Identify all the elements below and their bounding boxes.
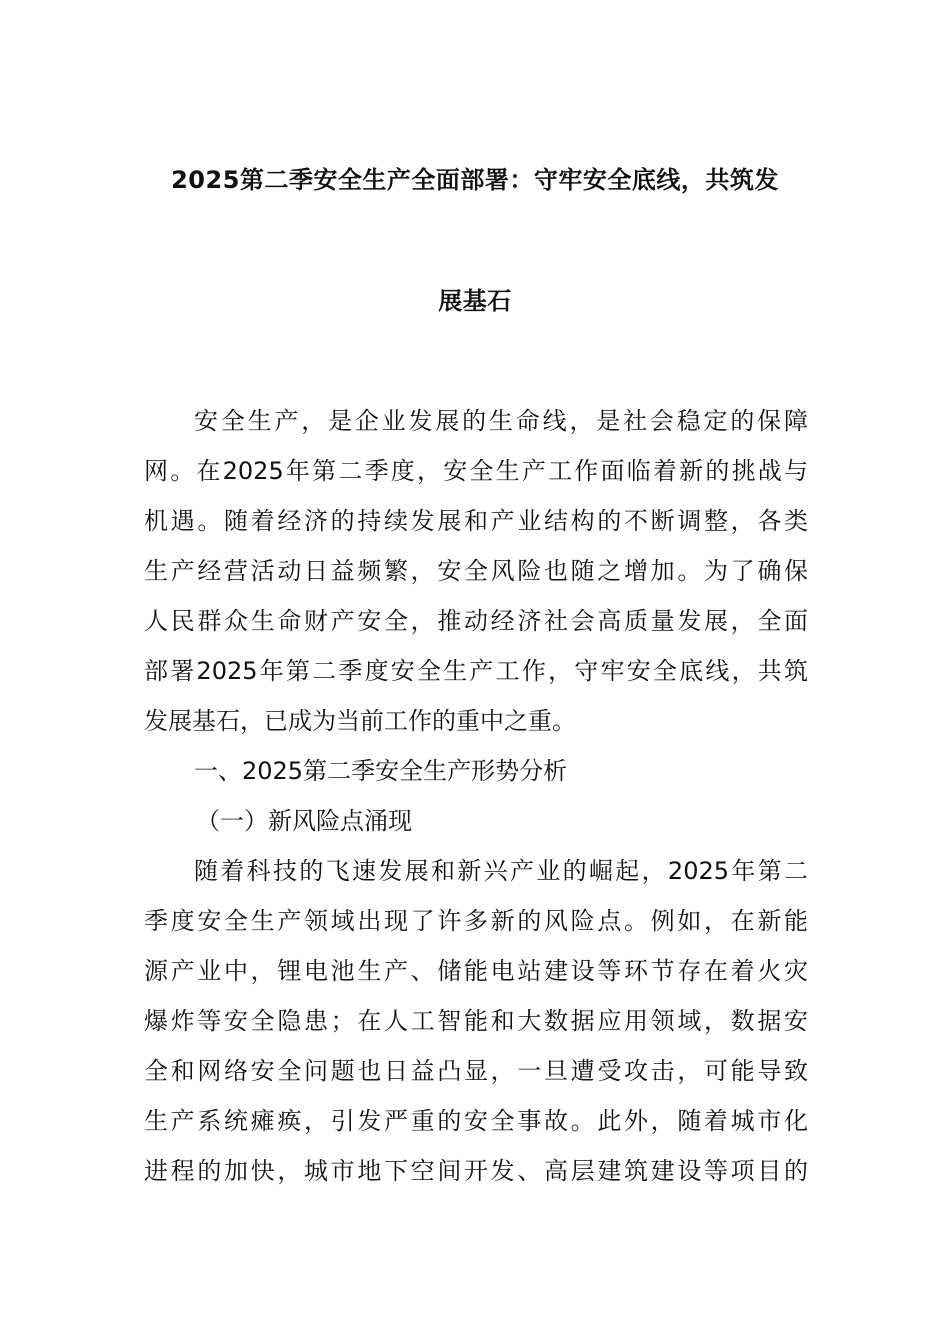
paragraph-1-line-7: 发展基石，已成为当前工作的重中之重。 [144,707,576,735]
paragraph-1-line-5: 人民群众生命财产安全，推动经济社会高质量发展，全面 [144,607,808,635]
paragraph-2-line-7: 进程的加快，城市地下空间开发、高层建筑建设等项目的 [144,1157,808,1185]
paragraph-2-line-4: 爆炸等安全隐患；在人工智能和大数据应用领域，数据安 [144,1007,808,1035]
subsection-1-heading: （一）新风险点涌现 [196,807,412,835]
section-1-heading: 一、2025第二季安全生产形势分析 [194,757,568,785]
document-title-line-2: 展基石 [438,287,512,315]
paragraph-1-line-6: 部署2025年第二季度安全生产工作，守牢安全底线，共筑 [144,657,808,685]
paragraph-2-line-6: 生产系统瘫痪，引发严重的安全事故。此外，随着城市化 [144,1107,808,1135]
paragraph-2-line-3: 源产业中，锂电池生产、储能电站建设等环节存在着火灾 [144,957,808,985]
paragraph-2-line-5: 全和网络安全问题也日益凸显，一旦遭受攻击，可能导致 [144,1057,808,1085]
paragraph-2-line-2: 季度安全生产领域出现了许多新的风险点。例如，在新能 [144,907,808,935]
paragraph-1-line-1: 安全生产，是企业发展的生命线，是社会稳定的保障 [194,407,808,435]
paragraph-1-line-3: 机遇。随着经济的持续发展和产业结构的不断调整，各类 [144,507,808,535]
paragraph-2-line-1: 随着科技的飞速发展和新兴产业的崛起，2025年第二 [194,857,808,885]
paragraph-1-line-2: 网。在2025年第二季度，安全生产工作面临着新的挑战与 [144,457,808,485]
paragraph-1-line-4: 生产经营活动日益频繁，安全风险也随之增加。为了确保 [144,557,808,585]
document-title-line-1: 2025第二季安全生产全面部署：守牢安全底线，共筑发 [171,166,779,194]
